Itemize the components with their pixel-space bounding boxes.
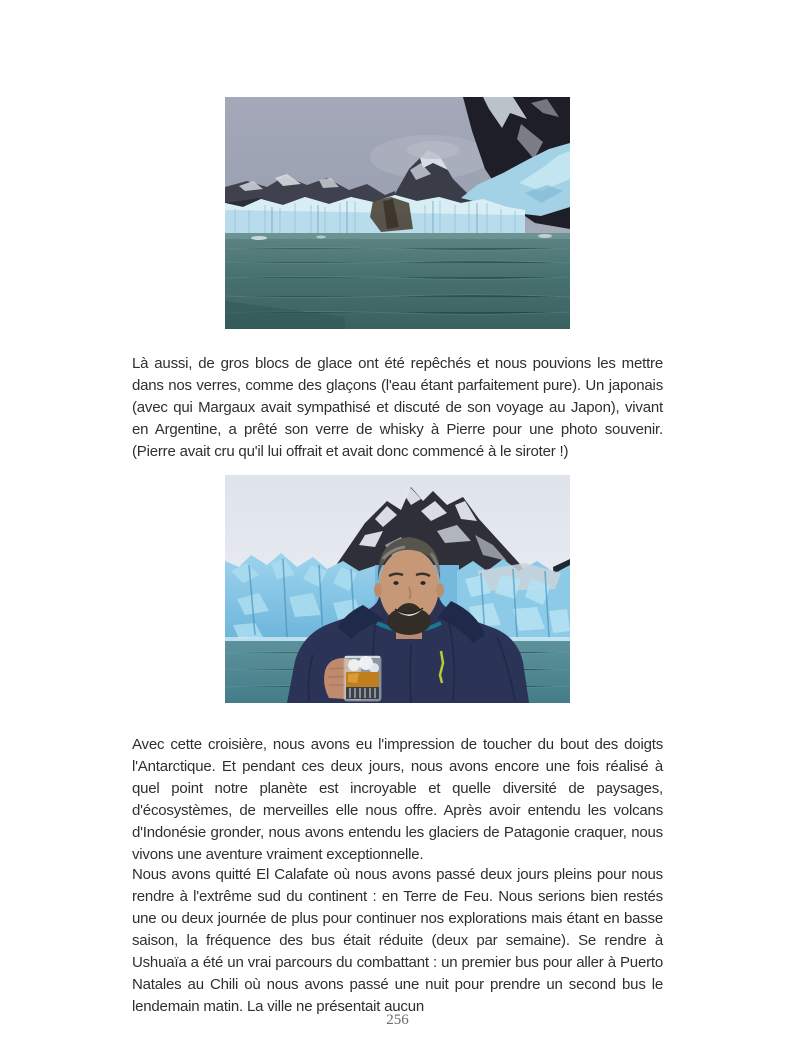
glacier-panorama-illustration — [225, 97, 570, 329]
page-number: 256 — [386, 1012, 409, 1028]
glacier-panorama-photo — [225, 97, 570, 329]
paragraph-3: Nous avons quitté El Calafate où nous avons passé deux jours pleins pour nous rendre à l'extrême sud du continent : en Terre de Feu. Nous serions bien restés une ou deux journée de plus pour continuer nos explorations mais étant en basse saison, la fréquence des bus était réduite (deux par semaine). Se rendre à Ushuaïa a été un vrai parcours du combattant : un premier bus pour aller à Puerto Natales au Chili où nous avons passé une nuit pour prendre un second bus le lendemain matin. La ville ne présentait aucun — [132, 866, 663, 1015]
man-with-whisky-illustration — [225, 475, 570, 703]
paragraph-1: Là aussi, de gros blocs de glace ont été repêchés et nous pouvions les mettre dans nos verres, comme des glaçons (l'eau étant parfaitement pure). Un japonais (avec qui Margaux avait sympathisé et discuté de son voyage au Japon), vivant en Argentine, a prêté son verre de whisky à Pierre pour une photo souvenir. (Pierre avait cru qu'il lui offrait et avait donc commencé à le siroter !) — [132, 355, 663, 460]
man-with-whisky-photo — [225, 475, 570, 703]
paragraph-2: Avec cette croisière, nous avons eu l'impression de toucher du bout des doigts l'Antarctique. Et pendant ces deux jours, nous avons encore une fois réalisé à quel point notre planète est incroyable et quelle diversité de paysages, d'écosystèmes, de merveilles elle nous offre. Après avoir entendu les volcans d'Indonésie gronder, nous avons entendu les glaciers de Patagonie craquer, nous vivons une aventure vraiment exceptionnelle. — [132, 736, 663, 863]
